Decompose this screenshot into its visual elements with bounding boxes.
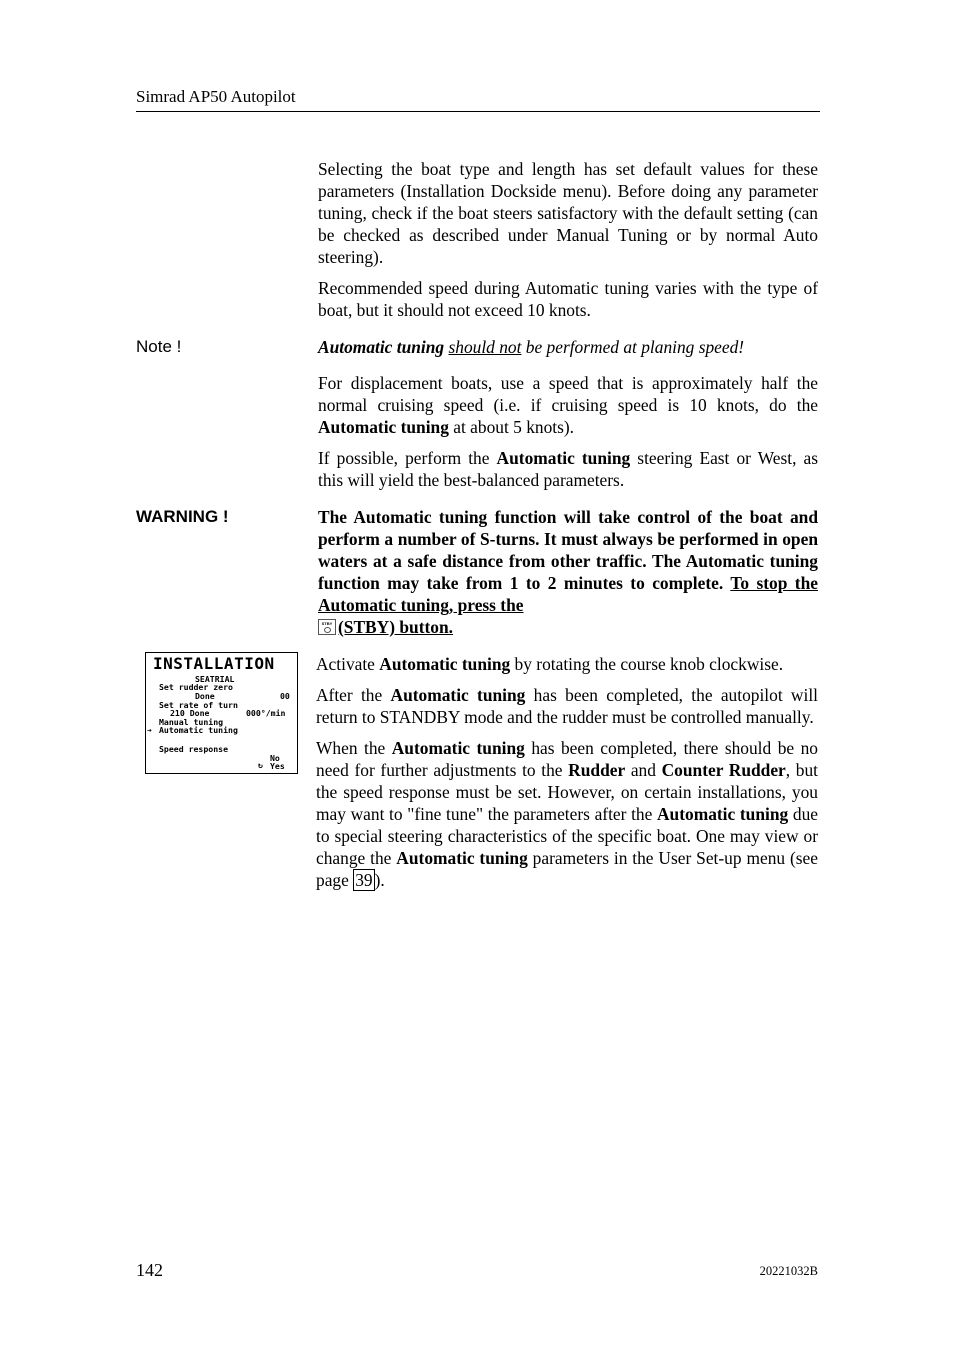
- text-run: If possible, perform the: [318, 448, 497, 468]
- lcd-display: [145, 652, 298, 774]
- text-run: be performed at planing speed!: [521, 337, 745, 357]
- text-run: The Automatic tuning function will take control of the boat and perform a number of S-turns. It must always be performed in open waters at a safe distance from other traffic. The Automatic tuning function may take from 1 to 2 minutes to complete.: [318, 507, 818, 593]
- speed-text: [318, 372, 818, 500]
- arrow-right-icon: ➔: [147, 725, 152, 735]
- running-header: [136, 87, 820, 112]
- stby-icon-text: STBY: [321, 621, 333, 626]
- lcd-line: 000°/min: [246, 708, 286, 718]
- lcd-line: Set rate of turn: [159, 700, 238, 710]
- warning-text: [318, 506, 818, 647]
- text-run: has been completed, the autopilot will return to STANDBY mode and the rudder must be controlled manually.: [316, 685, 818, 727]
- text-run: due to special steering characteristics of the specific boat. One may view or change the: [316, 804, 818, 868]
- intro-text: [318, 158, 818, 330]
- bold-term: Automatic tuning: [390, 685, 526, 705]
- bold-term: Automatic tuning: [391, 738, 525, 758]
- text-run: When the: [316, 738, 392, 758]
- document-code: 20221032B: [759, 1264, 818, 1278]
- text-run: and: [625, 760, 662, 780]
- text-run: at about 5 knots).: [448, 417, 575, 437]
- bold-term: Automatic tuning: [379, 654, 511, 674]
- text-run: Activate: [316, 654, 380, 674]
- text-run: , but the speed response must be set. However, on certain installations, you may want to "fine tune" the parameters after the: [316, 760, 818, 824]
- text-run: For displacement boats, use a speed that is approximately half the normal cruising speed (i.e. if cruising speed is 10 knots, do the: [318, 373, 818, 415]
- underlined-text: should not: [448, 337, 522, 357]
- bold-term: Counter Rudder: [661, 760, 786, 780]
- lcd-line: Done: [195, 691, 215, 701]
- paragraph: [318, 447, 818, 491]
- text-run: parameters in the User Set-up menu (see page: [316, 848, 818, 890]
- paragraph: Recommended speed during Automatic tuning varies with the type of boat, but it should not exceed 10 knots.: [318, 278, 818, 320]
- stby-button-icon: [318, 619, 336, 635]
- paragraph: [318, 336, 818, 358]
- lcd-line: Set rudder zero: [159, 682, 233, 692]
- note-label: Note !: [136, 337, 182, 356]
- paragraph: [316, 737, 818, 891]
- bold-term: Automatic tuning: [396, 848, 528, 868]
- rotate-icon: ↻: [258, 760, 263, 770]
- text-run: has been completed, there should be no need for further adjustments to the: [316, 738, 818, 780]
- text-run: After the: [316, 685, 391, 705]
- lcd-line: No: [270, 753, 280, 763]
- lcd-line: Speed response: [159, 744, 229, 754]
- lcd-line: 00: [280, 691, 290, 701]
- lcd-title: INSTALLATION: [153, 654, 275, 673]
- paragraph: [318, 372, 818, 438]
- paragraph: [316, 684, 818, 728]
- lcd-line: Yes: [270, 761, 285, 771]
- text-run: ).: [374, 870, 385, 890]
- lcd-line: Automatic tuning: [159, 725, 238, 735]
- note-text: [318, 336, 818, 367]
- header-title: Simrad AP50 Autopilot: [136, 87, 296, 106]
- bold-term: Automatic tuning: [496, 448, 631, 468]
- bold-term: Rudder: [568, 760, 626, 780]
- warning-label: WARNING !: [136, 507, 229, 526]
- page-number: 142: [136, 1260, 163, 1280]
- paragraph: [316, 653, 818, 675]
- lcd-line: 210 Done: [170, 708, 210, 718]
- paragraph: Selecting the boat type and length has set default values for these parameters (Installation Dockside menu). Before doing any parameter tuning, check if the boat steers satisfactory with the default setting (can be checked as described under Manual Tuning or by normal Auto steering).: [318, 159, 818, 267]
- underlined-text: To stop the Automatic tuning, press the: [318, 573, 818, 615]
- paragraph: [318, 506, 818, 638]
- page-reference-link[interactable]: 39: [355, 870, 373, 890]
- underlined-text: (STBY) button.: [338, 617, 454, 637]
- lcd-line: Manual tuning: [159, 717, 224, 727]
- lcd-line: SEATRIAL: [195, 674, 235, 684]
- bold-term: Automatic tuning: [318, 417, 449, 437]
- bold-term: Automatic tuning: [318, 337, 445, 357]
- procedure-text: [316, 653, 818, 900]
- text-run: steering East or West, as this will yield the best-balanced parameters.: [318, 448, 818, 490]
- bold-term: Automatic tuning: [656, 804, 789, 824]
- power-icon: [324, 627, 331, 633]
- text-run: by rotating the course knob clockwise.: [510, 654, 784, 674]
